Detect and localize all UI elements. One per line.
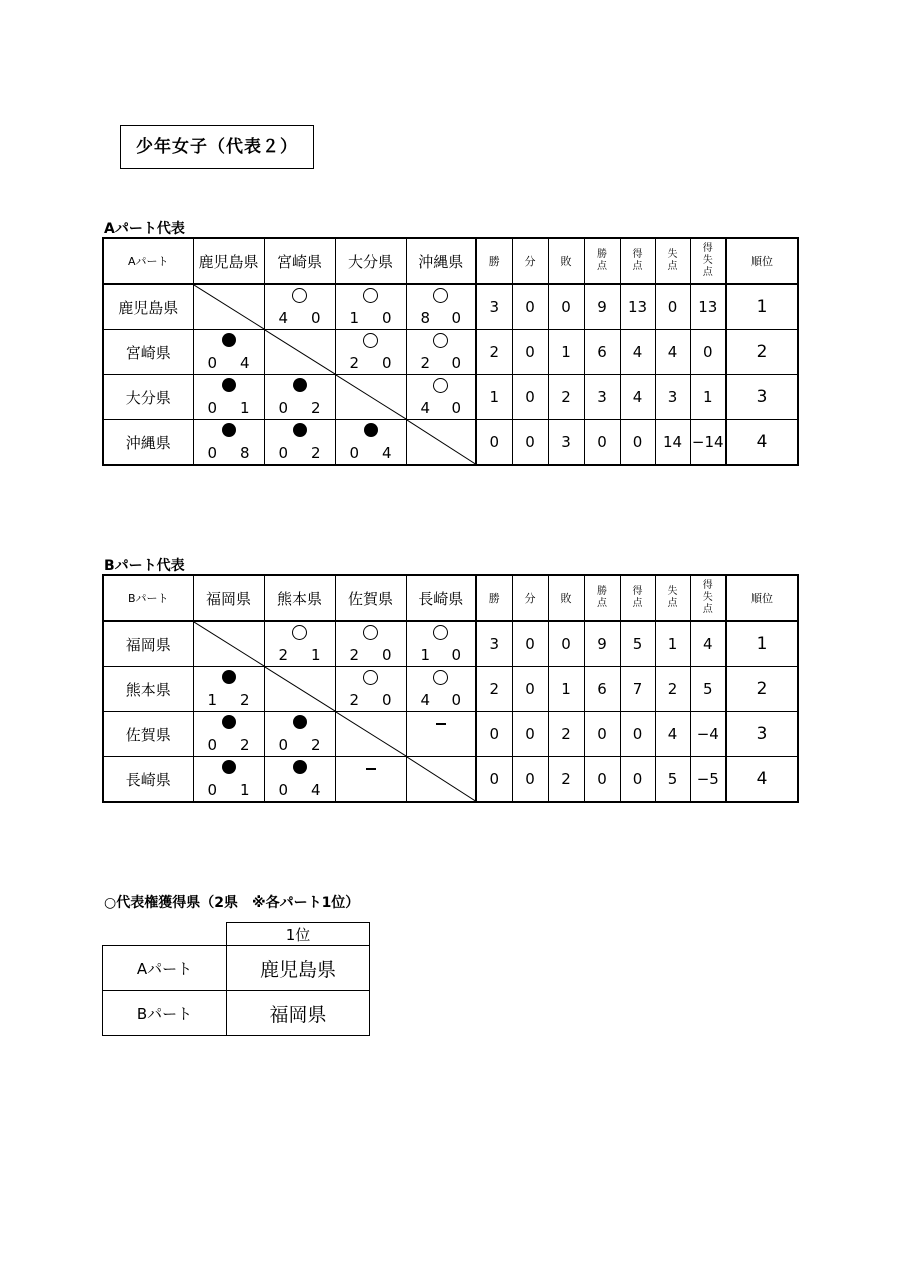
stat-header: 得失点 bbox=[690, 575, 726, 621]
row-team-name: 長崎県 bbox=[103, 757, 193, 803]
column-team-header: 長崎県 bbox=[406, 575, 476, 621]
stat-l: 0 bbox=[548, 621, 584, 667]
stat-header: 順位 bbox=[726, 575, 798, 621]
win-circle-icon bbox=[363, 333, 378, 348]
self-match-diagonal bbox=[193, 284, 264, 330]
stat-header: 勝 bbox=[476, 575, 512, 621]
stat-gd: 1 bbox=[690, 375, 726, 420]
diagonal-line bbox=[194, 285, 264, 329]
goals-for: 2 bbox=[278, 646, 289, 664]
goals-against: 0 bbox=[451, 646, 461, 664]
stat-ga: 4 bbox=[655, 330, 690, 375]
table-row bbox=[103, 330, 798, 375]
column-team-header: 鹿児島県 bbox=[193, 238, 264, 284]
self-match-diagonal bbox=[406, 420, 476, 466]
win-circle-icon bbox=[433, 625, 448, 640]
row-team-name: 熊本県 bbox=[103, 667, 193, 712]
loss-dot-icon bbox=[222, 715, 236, 729]
goals-for: 0 bbox=[207, 444, 218, 462]
goals-against: 0 bbox=[451, 309, 461, 327]
match-cell bbox=[193, 330, 264, 375]
stat-w: 3 bbox=[476, 621, 512, 667]
match-score bbox=[407, 647, 476, 663]
goals-against: 0 bbox=[381, 691, 392, 709]
match-score bbox=[265, 737, 335, 753]
result-mark bbox=[407, 333, 476, 352]
goals-for: 0 bbox=[349, 444, 360, 462]
stat-w: 2 bbox=[476, 330, 512, 375]
match-cell bbox=[335, 621, 406, 667]
row-team-name: 大分県 bbox=[103, 375, 193, 420]
stat-d: 0 bbox=[512, 667, 548, 712]
win-circle-icon bbox=[433, 288, 448, 303]
goals-for: 2 bbox=[349, 354, 360, 372]
stat-gf: 5 bbox=[620, 621, 655, 667]
match-cell bbox=[193, 420, 264, 466]
goals-for: 0 bbox=[207, 781, 218, 799]
stat-l: 2 bbox=[548, 712, 584, 757]
table-row bbox=[103, 667, 798, 712]
corner-label: Aパート bbox=[103, 238, 193, 284]
column-team-header: 大分県 bbox=[335, 238, 406, 284]
stat-header: 得点 bbox=[620, 575, 655, 621]
match-cell bbox=[193, 667, 264, 712]
goals-against: 4 bbox=[310, 781, 321, 799]
self-match-diagonal bbox=[264, 667, 335, 712]
result-mark bbox=[407, 288, 476, 307]
stat-header: 得失点 bbox=[690, 238, 726, 284]
diagonal-line bbox=[265, 330, 335, 374]
stat-header: 失点 bbox=[655, 575, 690, 621]
column-team-header: 熊本県 bbox=[264, 575, 335, 621]
stat-w: 0 bbox=[476, 420, 512, 466]
self-match-diagonal bbox=[335, 712, 406, 757]
loss-dot-icon bbox=[293, 760, 307, 774]
goals-against: 4 bbox=[239, 354, 250, 372]
result-mark bbox=[336, 423, 406, 441]
stat-rank: 1 bbox=[726, 284, 798, 330]
diagonal-line bbox=[194, 622, 264, 666]
goals-against: 0 bbox=[451, 399, 461, 417]
stat-d: 0 bbox=[512, 330, 548, 375]
goals-against: 4 bbox=[381, 444, 392, 462]
stat-l: 3 bbox=[548, 420, 584, 466]
stat-d: 0 bbox=[512, 712, 548, 757]
match-cell bbox=[193, 712, 264, 757]
win-circle-icon bbox=[292, 288, 307, 303]
match-score bbox=[336, 445, 406, 461]
header-row bbox=[103, 238, 798, 284]
part-b-league-table bbox=[102, 574, 799, 803]
self-match-diagonal bbox=[335, 375, 406, 420]
stat-l: 0 bbox=[548, 284, 584, 330]
goals-for: 4 bbox=[278, 309, 289, 327]
match-cell bbox=[264, 284, 335, 330]
stat-l: 2 bbox=[548, 375, 584, 420]
stat-d: 0 bbox=[512, 757, 548, 803]
summary-rank-header: 1位 bbox=[227, 923, 370, 946]
table-row bbox=[103, 420, 798, 466]
goals-for: 0 bbox=[278, 399, 289, 417]
draw-dash-icon bbox=[366, 768, 376, 770]
goals-for: 0 bbox=[278, 781, 289, 799]
stat-gf: 4 bbox=[620, 375, 655, 420]
match-cell bbox=[406, 330, 476, 375]
goals-for: 0 bbox=[207, 399, 218, 417]
result-mark bbox=[265, 288, 335, 307]
loss-dot-icon bbox=[222, 423, 236, 437]
stat-rank: 4 bbox=[726, 757, 798, 803]
match-score bbox=[194, 737, 264, 753]
stat-header: 失点 bbox=[655, 238, 690, 284]
stat-header: 勝点 bbox=[584, 575, 620, 621]
result-mark bbox=[194, 715, 264, 733]
stat-ga: 5 bbox=[655, 757, 690, 803]
goals-against: 2 bbox=[310, 444, 321, 462]
result-mark bbox=[194, 333, 264, 351]
summary-part-b: Bパート bbox=[103, 991, 227, 1036]
result-mark bbox=[265, 760, 335, 778]
diagonal-line bbox=[336, 375, 406, 419]
stat-gf: 0 bbox=[620, 420, 655, 466]
stat-gf: 4 bbox=[620, 330, 655, 375]
loss-dot-icon bbox=[222, 670, 236, 684]
table-row bbox=[103, 375, 798, 420]
part-a-league-table bbox=[102, 237, 799, 466]
match-cell bbox=[264, 375, 335, 420]
stat-gf: 13 bbox=[620, 284, 655, 330]
stat-w: 0 bbox=[476, 712, 512, 757]
goals-against: 1 bbox=[310, 646, 321, 664]
summary-winner-a: 鹿児島県 bbox=[227, 946, 370, 991]
goals-against: 0 bbox=[310, 309, 321, 327]
goals-against: 0 bbox=[381, 309, 392, 327]
self-match-diagonal bbox=[406, 757, 476, 803]
match-score bbox=[336, 692, 406, 708]
row-team-name: 福岡県 bbox=[103, 621, 193, 667]
match-cell bbox=[406, 621, 476, 667]
stat-header: 分 bbox=[512, 575, 548, 621]
win-circle-icon bbox=[433, 670, 448, 685]
stat-l: 1 bbox=[548, 667, 584, 712]
draw-dash-icon bbox=[436, 723, 446, 725]
goals-against: 0 bbox=[381, 354, 392, 372]
stat-ga: 14 bbox=[655, 420, 690, 466]
self-match-diagonal bbox=[264, 330, 335, 375]
stat-gd: −14 bbox=[690, 420, 726, 466]
goals-against: 0 bbox=[451, 691, 461, 709]
match-score bbox=[265, 647, 335, 663]
result-mark bbox=[265, 625, 335, 644]
result-mark bbox=[336, 288, 406, 307]
stat-w: 3 bbox=[476, 284, 512, 330]
stat-header: 勝点 bbox=[584, 238, 620, 284]
match-cell bbox=[335, 420, 406, 466]
goals-against: 2 bbox=[239, 691, 250, 709]
loss-dot-icon bbox=[293, 378, 307, 392]
stat-w: 1 bbox=[476, 375, 512, 420]
match-score bbox=[336, 310, 406, 326]
loss-dot-icon bbox=[293, 423, 307, 437]
stat-pts: 9 bbox=[584, 284, 620, 330]
stat-header: 分 bbox=[512, 238, 548, 284]
match-cell bbox=[406, 712, 476, 757]
result-mark bbox=[336, 625, 406, 644]
stat-pts: 3 bbox=[584, 375, 620, 420]
stat-ga: 2 bbox=[655, 667, 690, 712]
row-team-name: 沖縄県 bbox=[103, 420, 193, 466]
match-cell bbox=[335, 330, 406, 375]
stat-w: 2 bbox=[476, 667, 512, 712]
match-score bbox=[265, 445, 335, 461]
column-team-header: 宮崎県 bbox=[264, 238, 335, 284]
win-circle-icon bbox=[433, 333, 448, 348]
table-row bbox=[103, 621, 798, 667]
result-mark bbox=[407, 625, 476, 644]
stat-header: 敗 bbox=[548, 575, 584, 621]
stat-ga: 3 bbox=[655, 375, 690, 420]
stat-rank: 3 bbox=[726, 375, 798, 420]
column-team-header: 福岡県 bbox=[193, 575, 264, 621]
loss-dot-icon bbox=[364, 423, 378, 437]
stat-gd: 13 bbox=[690, 284, 726, 330]
win-circle-icon bbox=[433, 378, 448, 393]
row-team-name: 鹿児島県 bbox=[103, 284, 193, 330]
diagonal-line bbox=[265, 667, 335, 711]
stat-pts: 6 bbox=[584, 330, 620, 375]
stat-rank: 1 bbox=[726, 621, 798, 667]
match-score bbox=[336, 355, 406, 371]
self-match-diagonal bbox=[193, 621, 264, 667]
match-score bbox=[407, 692, 476, 708]
goals-for: 0 bbox=[278, 736, 289, 754]
goals-for: 8 bbox=[420, 309, 431, 327]
match-cell bbox=[406, 284, 476, 330]
stat-pts: 0 bbox=[584, 420, 620, 466]
qualified-teams-table bbox=[102, 922, 370, 1036]
win-circle-icon bbox=[363, 670, 378, 685]
goals-for: 2 bbox=[349, 691, 360, 709]
goals-for: 4 bbox=[420, 399, 431, 417]
goals-against: 1 bbox=[239, 781, 250, 799]
part-a-label: Aパート代表 bbox=[104, 221, 185, 237]
goals-for: 1 bbox=[349, 309, 360, 327]
goals-against: 2 bbox=[310, 736, 321, 754]
stat-gf: 7 bbox=[620, 667, 655, 712]
diagonal-line bbox=[336, 712, 406, 756]
stat-d: 0 bbox=[512, 284, 548, 330]
goals-for: 2 bbox=[349, 646, 360, 664]
goals-for: 1 bbox=[207, 691, 218, 709]
goals-for: 0 bbox=[207, 736, 218, 754]
stat-ga: 4 bbox=[655, 712, 690, 757]
match-score bbox=[407, 400, 476, 416]
result-mark bbox=[407, 378, 476, 397]
goals-for: 0 bbox=[207, 354, 218, 372]
column-team-header: 佐賀県 bbox=[335, 575, 406, 621]
column-team-header: 沖縄県 bbox=[406, 238, 476, 284]
loss-dot-icon bbox=[222, 378, 236, 392]
stat-d: 0 bbox=[512, 621, 548, 667]
stat-ga: 1 bbox=[655, 621, 690, 667]
header-row bbox=[103, 575, 798, 621]
result-mark bbox=[407, 715, 476, 733]
match-cell bbox=[264, 621, 335, 667]
goals-for: 1 bbox=[420, 646, 431, 664]
match-cell bbox=[406, 375, 476, 420]
summary-part-a: Aパート bbox=[103, 946, 227, 991]
table-row bbox=[103, 284, 798, 330]
match-score bbox=[194, 355, 264, 371]
result-mark bbox=[336, 333, 406, 352]
stat-gd: 4 bbox=[690, 621, 726, 667]
match-cell bbox=[193, 375, 264, 420]
stat-gd: 0 bbox=[690, 330, 726, 375]
match-score bbox=[194, 445, 264, 461]
stat-header: 敗 bbox=[548, 238, 584, 284]
result-mark bbox=[407, 670, 476, 689]
match-score bbox=[194, 400, 264, 416]
stat-pts: 6 bbox=[584, 667, 620, 712]
result-mark bbox=[265, 423, 335, 441]
stat-header: 勝 bbox=[476, 238, 512, 284]
win-circle-icon bbox=[363, 625, 378, 640]
stat-l: 1 bbox=[548, 330, 584, 375]
result-mark bbox=[194, 670, 264, 688]
summary-winner-b: 福岡県 bbox=[227, 991, 370, 1036]
goals-against: 8 bbox=[239, 444, 250, 462]
match-score bbox=[265, 400, 335, 416]
match-score bbox=[265, 310, 335, 326]
goals-for: 2 bbox=[420, 354, 431, 372]
match-score bbox=[194, 782, 264, 798]
result-mark bbox=[336, 670, 406, 689]
match-cell bbox=[264, 712, 335, 757]
diagonal-line bbox=[407, 420, 476, 464]
stat-rank: 4 bbox=[726, 420, 798, 466]
match-score bbox=[407, 355, 476, 371]
stat-header: 順位 bbox=[726, 238, 798, 284]
stat-rank: 2 bbox=[726, 330, 798, 375]
match-score bbox=[194, 692, 264, 708]
goals-against: 0 bbox=[451, 354, 461, 372]
stat-gf: 0 bbox=[620, 757, 655, 803]
result-mark bbox=[265, 378, 335, 396]
result-mark bbox=[194, 760, 264, 778]
stat-header: 得点 bbox=[620, 238, 655, 284]
loss-dot-icon bbox=[222, 760, 236, 774]
goals-against: 2 bbox=[310, 399, 321, 417]
part-b-label: Bパート代表 bbox=[104, 558, 185, 574]
row-team-name: 宮崎県 bbox=[103, 330, 193, 375]
diagonal-line bbox=[407, 757, 476, 801]
loss-dot-icon bbox=[222, 333, 236, 347]
match-cell bbox=[193, 757, 264, 803]
stat-d: 0 bbox=[512, 375, 548, 420]
result-mark bbox=[265, 715, 335, 733]
match-cell bbox=[335, 284, 406, 330]
stat-rank: 3 bbox=[726, 712, 798, 757]
match-score bbox=[407, 310, 476, 326]
goals-for: 4 bbox=[420, 691, 431, 709]
stat-rank: 2 bbox=[726, 667, 798, 712]
match-cell bbox=[335, 757, 406, 803]
stat-w: 0 bbox=[476, 757, 512, 803]
stat-gd: −5 bbox=[690, 757, 726, 803]
match-cell bbox=[264, 757, 335, 803]
stat-gd: 5 bbox=[690, 667, 726, 712]
corner-label: Bパート bbox=[103, 575, 193, 621]
stat-ga: 0 bbox=[655, 284, 690, 330]
page-title: 少年女子（代表２） bbox=[120, 125, 314, 169]
stat-pts: 0 bbox=[584, 757, 620, 803]
stat-pts: 9 bbox=[584, 621, 620, 667]
result-mark bbox=[194, 378, 264, 396]
match-cell bbox=[406, 667, 476, 712]
win-circle-icon bbox=[363, 288, 378, 303]
result-mark bbox=[194, 423, 264, 441]
match-cell bbox=[335, 667, 406, 712]
summary-corner-blank bbox=[103, 923, 227, 946]
table-row bbox=[103, 712, 798, 757]
stat-l: 2 bbox=[548, 757, 584, 803]
match-score bbox=[336, 647, 406, 663]
loss-dot-icon bbox=[293, 715, 307, 729]
result-mark bbox=[336, 760, 406, 778]
win-circle-icon bbox=[292, 625, 307, 640]
table-row bbox=[103, 757, 798, 803]
stat-d: 0 bbox=[512, 420, 548, 466]
goals-against: 0 bbox=[381, 646, 392, 664]
qualified-teams-label: ○代表権獲得県（2県 ※各パート1位） bbox=[104, 895, 360, 911]
goals-against: 2 bbox=[239, 736, 250, 754]
match-score bbox=[265, 782, 335, 798]
stat-pts: 0 bbox=[584, 712, 620, 757]
match-cell bbox=[264, 420, 335, 466]
goals-for: 0 bbox=[278, 444, 289, 462]
stat-gd: −4 bbox=[690, 712, 726, 757]
row-team-name: 佐賀県 bbox=[103, 712, 193, 757]
goals-against: 1 bbox=[239, 399, 250, 417]
stat-gf: 0 bbox=[620, 712, 655, 757]
